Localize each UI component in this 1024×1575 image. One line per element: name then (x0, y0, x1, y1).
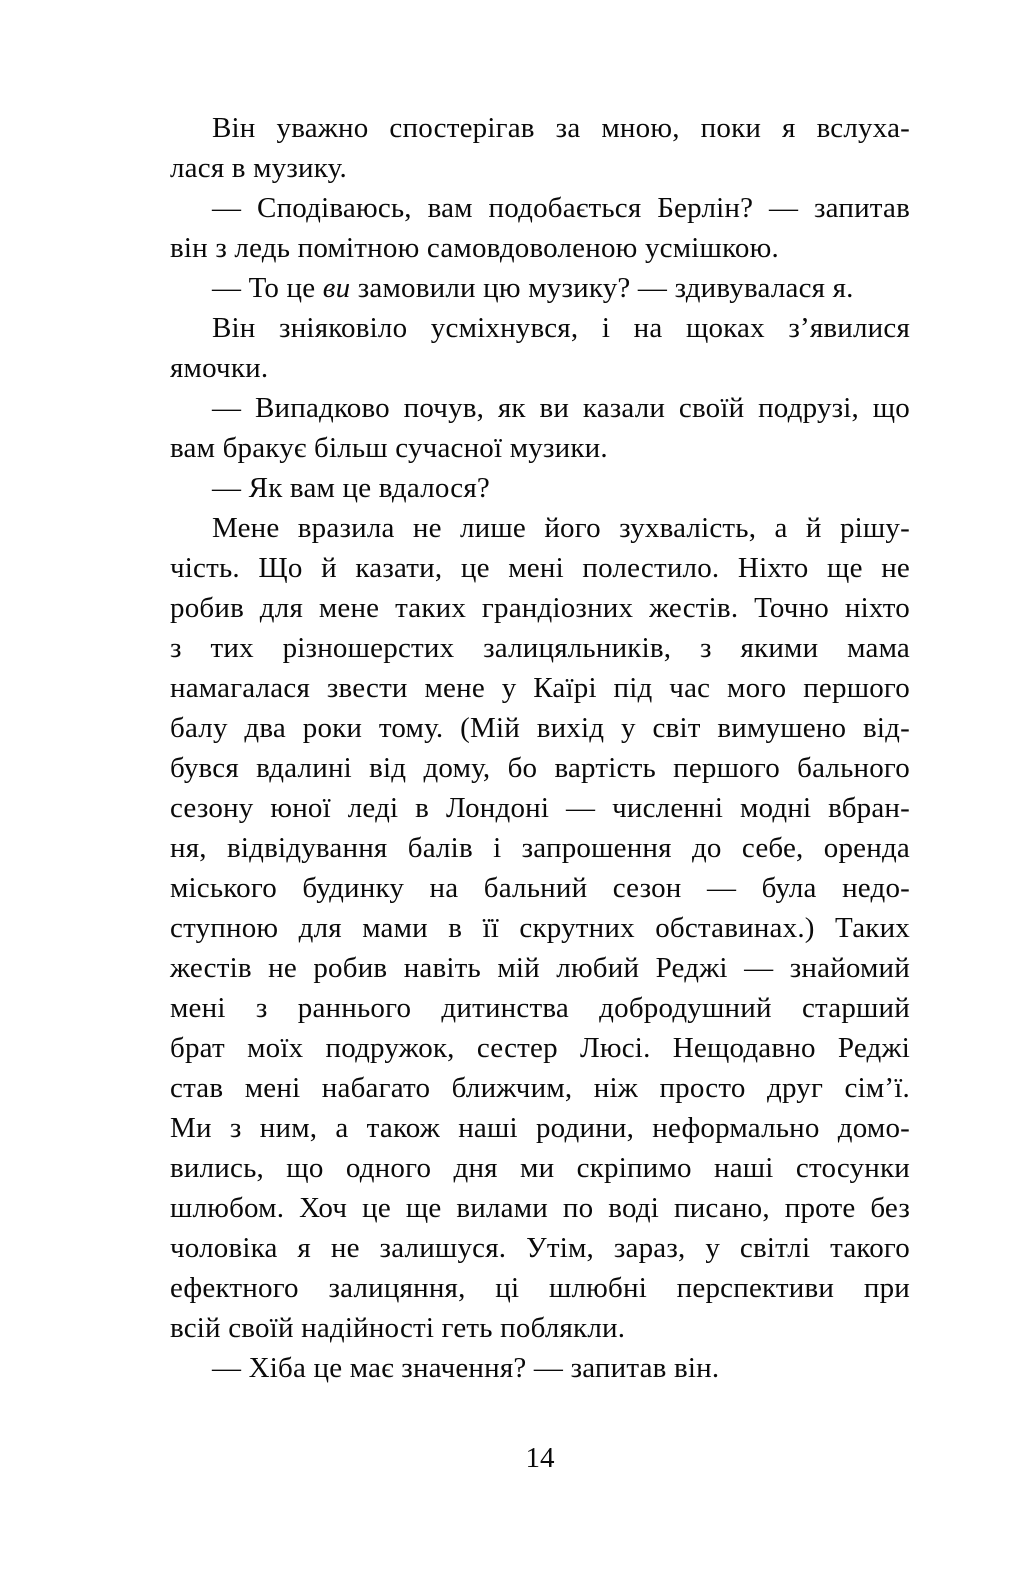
text-segment: — То це (212, 272, 323, 304)
paragraph (170, 468, 910, 508)
paragraph (170, 508, 910, 1348)
paragraph (170, 388, 910, 468)
text-line: бувся вдалині від дому, бо вартість першого бального (170, 752, 910, 784)
text-line (170, 268, 910, 308)
text-line: всій своїй надійності геть поблякли. (170, 1312, 626, 1344)
text-line: брат моїх подружок, сестер Люсі. Нещодавно Реджі (170, 1032, 910, 1064)
text-line: ямочки. (170, 352, 269, 384)
text-line: Він уважно спостерігав за мною, поки я вслуха- (212, 112, 910, 144)
italic-text: ви (322, 272, 351, 304)
text-line: Мене вразила не лише його зухвалість, а й рішу- (212, 512, 910, 544)
text-line: з тих різношерстих залицяльників, з якими мама (170, 632, 910, 664)
text-line: жестів не робив навіть мій любий Реджі — знайомий (170, 952, 910, 984)
text-line: міського будинку на бальний сезон — була недо- (170, 872, 910, 904)
text-line: ступною для мами в її скрутних обставинах.) Таких (170, 912, 910, 944)
text-line: балу два роки тому. (Мій вихід у світ вимушено від- (170, 712, 910, 744)
text-line: він з ледь помітною самовдоволеною усмішкою. (170, 232, 779, 264)
text-line: вам бракує більш сучасної музики. (170, 432, 608, 464)
text-line: сезону юної леді в Лондоні — численні модні вбран- (170, 792, 910, 824)
text-line: вились, що одного дня ми скріпимо наші стосунки (170, 1152, 910, 1184)
paragraph (170, 1348, 910, 1388)
text-line: став мені набагато ближчим, ніж просто друг сім’ї. (170, 1072, 910, 1104)
paragraph (170, 308, 910, 388)
paragraph (170, 188, 910, 268)
text-line: — Випадково почув, як ви казали своїй подрузі, що (212, 392, 910, 424)
text-line: Ми з ним, а також наші родини, неформально домо- (170, 1112, 910, 1144)
text-line: чість. Що й казати, це мені полестило. Ніхто ще не (170, 552, 910, 584)
text-line: робив для мене таких грандіозних жестів. Точно ніхто (170, 592, 910, 624)
text-line: намагалася звести мене у Каїрі під час мого першого (170, 672, 910, 704)
paragraph (170, 108, 910, 188)
paragraph (170, 268, 910, 308)
text-segment: замовили цю музику? — здивувалася я. (350, 272, 854, 304)
text-line: — Хіба це має значення? — запитав він. (212, 1352, 720, 1384)
text-line: шлюбом. Хоч це ще вилами по воді писано, проте без (170, 1192, 910, 1224)
text-line: ефектного залицяння, ці шлюбні перспективи при (170, 1272, 910, 1304)
text-line: чоловіка я не залишуся. Утім, зараз, у світлі такого (170, 1232, 910, 1264)
page-text (170, 108, 910, 1388)
text-line: ня, відвідування балів і запрошення до себе, оренда (170, 832, 910, 864)
text-line: Він зніяковіло усміхнувся, і на щоках з’явилися (212, 312, 910, 344)
text-line: лася в музику. (170, 152, 347, 184)
text-line: — Сподіваюсь, вам подобається Берлін? — запитав (212, 192, 910, 224)
text-line: — Як вам це вдалося? (212, 472, 490, 504)
text-line: мені з раннього дитинства добродушний старший (170, 992, 910, 1024)
page-number: 14 (525, 1442, 555, 1474)
